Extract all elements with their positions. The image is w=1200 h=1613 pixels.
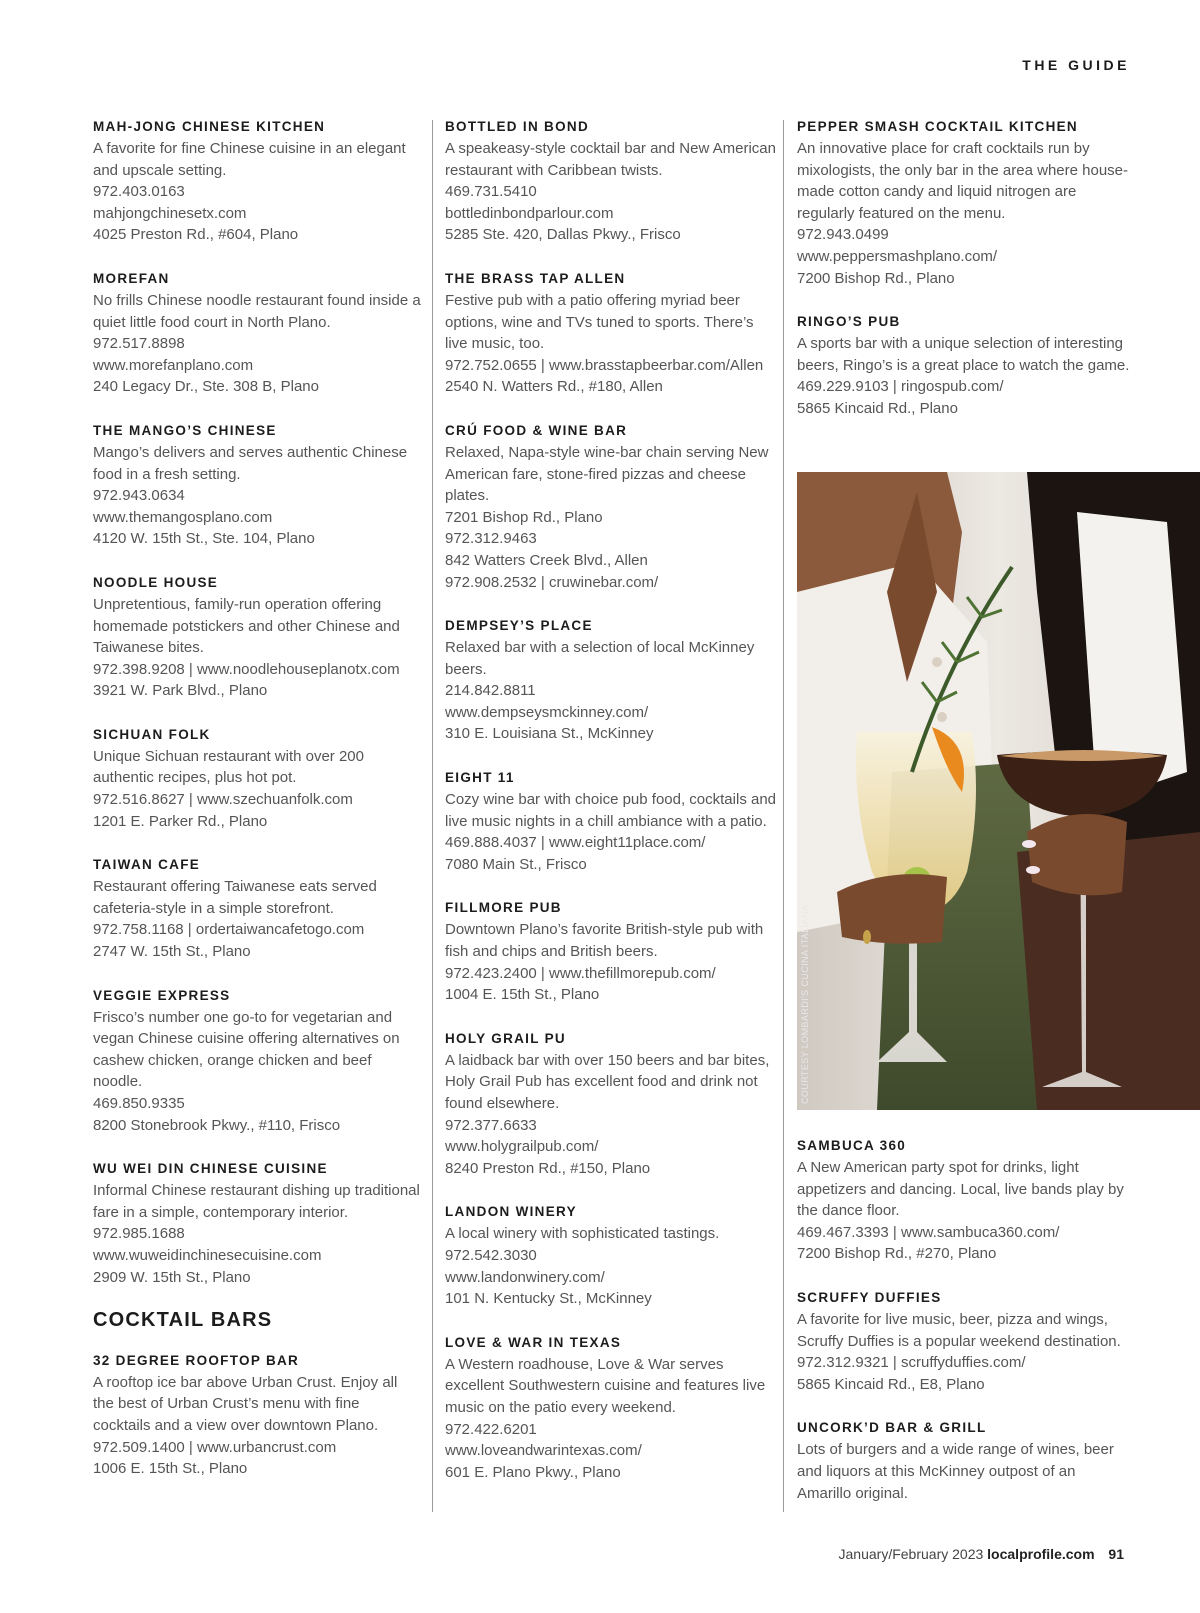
listing-detail: 972.752.0655 | www.brasstapbeerbar.com/Allen	[445, 356, 764, 374]
column-3	[797, 116, 1132, 442]
listing-entry	[93, 1350, 421, 1480]
listing-detail: No frills Chinese noodle restaurant found inside a quiet little food court in North Plano.	[93, 291, 421, 331]
listing-detail: 972.403.0163	[93, 183, 185, 201]
listing-name: MAH-JONG CHINESE KITCHEN	[93, 119, 326, 134]
listing-name: FILLMORE PUB	[445, 900, 562, 916]
page-footer	[839, 1546, 1124, 1562]
issue-date: January/February 2023	[838, 1546, 984, 1562]
listing-name: LOVE & WAR IN TEXAS	[445, 1334, 622, 1350]
listing-name: HOLY GRAIL PU	[445, 1030, 566, 1046]
listing-detail: 972.312.9321 | scruffyduffies.com/	[797, 1354, 1026, 1372]
entry-list	[93, 1350, 421, 1480]
listing-detail: Restaurant offering Taiwanese eats served cafeteria-style in a simple storefront.	[93, 878, 377, 917]
listing-detail: 972.516.8627 | www.szechuanfolk.com	[93, 791, 353, 809]
listing-entry	[93, 1158, 421, 1288]
listing-detail: www.wuweidinchinesecuisine.com	[93, 1246, 322, 1264]
listing-detail: www.themangosplano.com	[93, 508, 273, 526]
entry-list	[445, 116, 777, 1483]
listing-name: LANDON WINERY	[445, 1204, 577, 1220]
listing-detail: www.loveandwarintexas.com/	[445, 1442, 642, 1460]
listing-detail: Mango’s delivers and serves authentic Chinese food in a fresh setting.	[93, 443, 408, 483]
listing-detail: 469.731.5410	[445, 183, 537, 201]
listing-detail: 8200 Stonebrook Pkwy., #110, Frisco	[93, 1116, 341, 1134]
listing-name: SAMBUCA 360	[797, 1138, 907, 1153]
column-divider	[432, 120, 433, 1512]
listing-detail: An innovative place for craft cocktails run by mixologists, the only bar in the area where house-made cotton candy and liquid nitrogen are regularly featured on the menu.	[797, 140, 1129, 222]
section-title: COCKTAIL BARS	[93, 1309, 273, 1332]
listing-name: BOTTLED IN BOND	[445, 119, 589, 134]
listing-entry	[445, 420, 777, 593]
listing-detail: Frisco’s number one go-to for vegetarian and vegan Chinese cuisine offering alternatives on cashew chicken, orange chicken and beef noodle.	[93, 1008, 400, 1091]
listing-detail: 1004 E. 15th St., Plano	[445, 986, 600, 1004]
listing-detail: Downtown Plano’s favorite British-style pub with fish and chips and British beers.	[445, 921, 764, 961]
listing-detail: 2540 N. Watters Rd., #180, Allen	[445, 378, 663, 396]
listing-detail: 469.888.4037 | www.eight11place.com/	[445, 834, 706, 852]
column-2	[445, 116, 777, 1505]
listing-detail: 972.985.1688	[93, 1225, 185, 1243]
listing-entry	[797, 1135, 1132, 1265]
listing-detail: A sports bar with a unique selection of interesting beers, Ringo’s is a great place to watch the game.	[797, 335, 1130, 374]
listing-detail: 5285 Ste. 420, Dallas Pkwy., Frisco	[445, 226, 681, 244]
listing-name: EIGHT 11	[445, 770, 515, 786]
listing-detail: 7200 Bishop Rd., #270, Plano	[797, 1245, 997, 1263]
listing-detail: www.dempseysmckinney.com/	[445, 703, 649, 721]
listing-detail: 1006 E. 15th St., Plano	[93, 1460, 248, 1478]
listing-name: SCRUFFY DUFFIES	[797, 1289, 942, 1305]
listing-detail: 214.842.8811	[445, 682, 536, 700]
listing-detail: Unpretentious, family-run operation offering homemade potstickers and other Chinese and Taiwanese bites.	[93, 595, 400, 657]
listing-entry	[445, 116, 777, 246]
listing-detail: 972.517.8898	[93, 335, 185, 353]
listing-detail: mahjongchinesetx.com	[93, 204, 247, 222]
listing-name: WU WEI DIN CHINESE CUISINE	[93, 1161, 328, 1177]
entry-list	[797, 1135, 1132, 1504]
listing-detail: 1201 E. Parker Rd., Plano	[93, 812, 268, 830]
listing-detail: 8240 Preston Rd., #150, Plano	[445, 1159, 651, 1177]
listing-entry	[445, 1332, 777, 1484]
listing-detail: bottledinbondparlour.com	[445, 204, 614, 222]
listing-entry	[93, 572, 421, 702]
listing-entry	[445, 615, 777, 745]
listing-name: UNCORK’D BAR & GRILL	[797, 1420, 987, 1436]
listing-detail: www.peppersmashplano.com/	[797, 247, 998, 265]
listing-entry	[797, 116, 1132, 289]
listing-detail: 842 Watters Creek Blvd., Allen	[445, 551, 648, 569]
listing-detail: A speakeasy-style cocktail bar and New American restaurant with Caribbean twists.	[445, 140, 776, 179]
listing-name: TAIWAN CAFE	[93, 857, 201, 873]
page-number: 91	[1108, 1546, 1124, 1562]
listing-name: RINGO’S PUB	[797, 314, 901, 330]
listing-entry	[93, 116, 421, 246]
listing-entry	[93, 724, 421, 832]
listing-detail: 2909 W. 15th St., Plano	[93, 1268, 251, 1286]
listing-detail: 4025 Preston Rd., #604, Plano	[93, 226, 299, 244]
running-head: THE GUIDE	[1022, 57, 1130, 73]
listing-detail: 7080 Main St., Frisco	[445, 855, 587, 873]
listing-detail: 5865 Kincaid Rd., E8, Plano	[797, 1375, 985, 1393]
listing-name: CRÚ FOOD & WINE BAR	[445, 422, 628, 438]
listing-detail: 972.542.3030	[445, 1246, 537, 1264]
listing-name: MOREFAN	[93, 270, 170, 286]
listing-detail: 972.422.6201	[445, 1420, 537, 1438]
listing-detail: A rooftop ice bar above Urban Crust. Enjoy all the best of Urban Crust’s menu with fine cocktails and a view over downtown Plano.	[93, 1373, 398, 1434]
listing-name: NOODLE HOUSE	[93, 574, 219, 590]
listing-detail: A New American party spot for drinks, light appetizers and dancing. Local, live bands play by the dance floor.	[797, 1159, 1124, 1220]
listing-name: 32 DEGREE ROOFTOP BAR	[93, 1352, 300, 1368]
listing-detail: 469.229.9103 | ringospub.com/	[797, 378, 1004, 396]
listing-detail: Festive pub with a patio offering myriad beer options, wine and TVs tuned to sports. There’s live music, too.	[445, 291, 754, 353]
listing-detail: 972.758.1168 | ordertaiwancafetogo.com	[93, 921, 365, 939]
listing-detail: 972.509.1400 | www.urbancrust.com	[93, 1438, 337, 1456]
listing-detail: A local winery with sophisticated tastings.	[445, 1225, 720, 1243]
listing-name: DEMPSEY’S PLACE	[445, 618, 593, 634]
listing-detail: Unique Sichuan restaurant with over 200 authentic recipes, plus hot pot.	[93, 747, 364, 787]
listing-detail: 972.398.9208 | www.noodlehouseplanotx.com	[93, 660, 400, 678]
listing-entry	[445, 897, 777, 1005]
listing-entry	[93, 854, 421, 962]
column-3-after-photo	[797, 1135, 1132, 1526]
listing-detail: 972.423.2400 | www.thefillmorepub.com/	[445, 964, 716, 982]
listing-name: VEGGIE EXPRESS	[93, 987, 231, 1003]
site-name: localprofile.com	[987, 1546, 1095, 1562]
listing-entry	[445, 1028, 777, 1180]
listing-entry	[797, 1417, 1132, 1504]
listing-entry	[445, 268, 777, 398]
listing-name: SICHUAN FOLK	[93, 726, 211, 742]
listing-detail: 5865 Kincaid Rd., Plano	[797, 399, 958, 417]
photo-credit: COURTESY LOMBARDI'S CUCINA ITALIANA	[800, 904, 810, 1104]
listing-entry	[797, 1287, 1132, 1395]
listing-detail: Lots of burgers and a wide range of wines, beer and liquors at this McKinney outpost of an Amarillo original.	[797, 1441, 1114, 1502]
listing-detail: 101 N. Kentucky St., McKinney	[445, 1290, 652, 1308]
listing-name: THE BRASS TAP ALLEN	[445, 270, 626, 286]
listing-entry	[93, 268, 421, 398]
listing-detail: 972.943.0499	[797, 226, 889, 244]
listing-entry	[93, 420, 421, 550]
listing-entry	[445, 1201, 777, 1309]
entry-list	[93, 116, 421, 1288]
listing-detail: Cozy wine bar with choice pub food, cocktails and live music nights in a chill ambiance with a patio.	[445, 791, 777, 830]
listing-detail: www.morefanplano.com	[93, 356, 254, 374]
listing-detail: www.holygrailpub.com/	[445, 1138, 599, 1156]
listing-detail: 4120 W. 15th St., Ste. 104, Plano	[93, 530, 315, 548]
listing-detail: 469.850.9335	[93, 1095, 185, 1112]
listing-detail: A favorite for live music, beer, pizza and wings, Scruffy Duffies is a popular weekend destination.	[797, 1310, 1121, 1350]
listing-detail: A favorite for fine Chinese cuisine in an elegant and upscale setting.	[93, 140, 406, 179]
column-divider	[783, 120, 784, 1512]
listing-detail: 2747 W. 15th St., Plano	[93, 943, 251, 961]
listing-entry	[797, 311, 1132, 419]
listing-detail: www.landonwinery.com/	[445, 1268, 605, 1286]
listing-detail: 3921 W. Park Blvd., Plano	[93, 682, 268, 700]
listing-detail: 7200 Bishop Rd., Plano	[797, 269, 955, 287]
listing-detail: 972.377.6633	[445, 1116, 537, 1134]
listing-detail: 972.943.0634	[93, 487, 185, 505]
listing-detail: Relaxed bar with a selection of local McKinney beers.	[445, 639, 755, 678]
listing-entry	[93, 985, 421, 1137]
column-1	[93, 116, 421, 1502]
listing-detail: Relaxed, Napa-style wine-bar chain serving New American fare, stone-fired pizzas and cheese plates.	[445, 443, 769, 505]
cocktail-photo	[797, 472, 1200, 1110]
listing-name: PEPPER SMASH COCKTAIL KITCHEN	[797, 119, 1078, 134]
listing-entry	[445, 767, 777, 875]
listing-detail: 469.467.3393 | www.sambuca360.com/	[797, 1223, 1060, 1241]
listing-detail: Informal Chinese restaurant dishing up traditional fare in a simple, contemporary interior.	[93, 1182, 420, 1221]
listing-detail: 972.312.9463	[445, 530, 537, 548]
listing-detail: 972.908.2532 | cruwinebar.com/	[445, 573, 659, 591]
entry-list	[797, 116, 1132, 420]
listing-detail: A Western roadhouse, Love & War serves excellent Southwestern cuisine and features live music on the patio every weekend.	[445, 1355, 766, 1416]
listing-detail: 601 E. Plano Pkwy., Plano	[445, 1463, 621, 1481]
listing-detail: 7201 Bishop Rd., Plano	[445, 508, 603, 526]
listing-detail: 310 E. Louisiana St., McKinney	[445, 725, 654, 743]
listing-name: THE MANGO’S CHINESE	[93, 422, 277, 438]
listing-detail: A laidback bar with over 150 beers and bar bites, Holy Grail Pub has excellent food and drink not found elsewhere.	[445, 1051, 770, 1112]
listing-detail: 240 Legacy Dr., Ste. 308 B, Plano	[93, 378, 319, 396]
